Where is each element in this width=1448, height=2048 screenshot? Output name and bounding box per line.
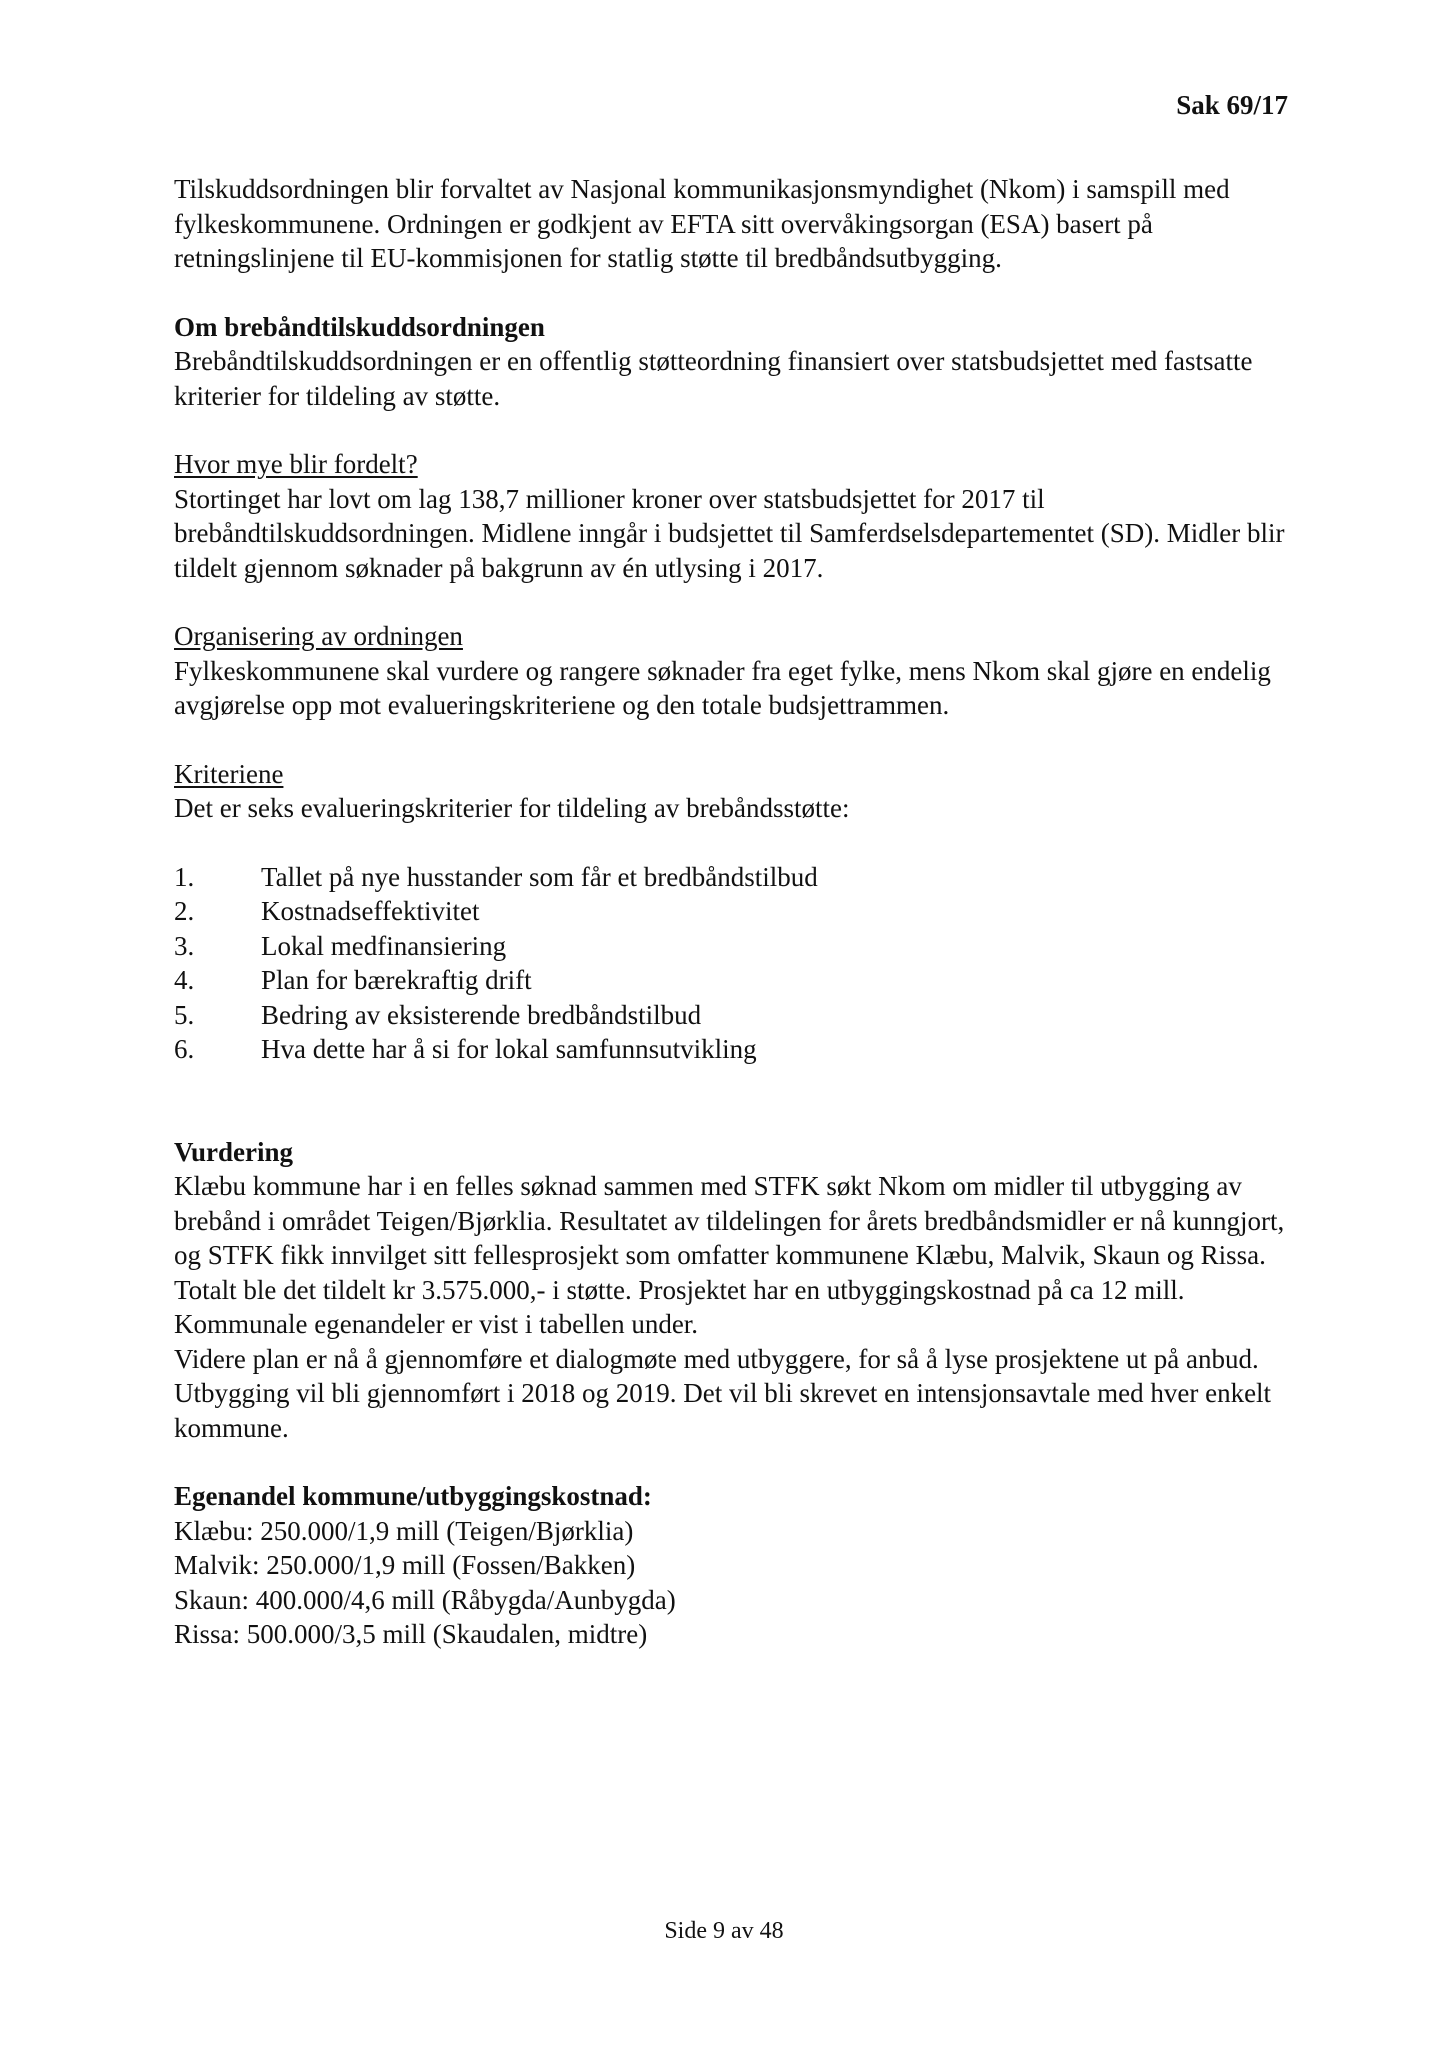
criteria-number: 1. [174, 861, 195, 892]
criteria-text: Tallet på nye husstander som får et bredbåndstilbud [261, 861, 818, 892]
criteria-text: Hva dette har å si for lokal samfunnsutvikling [261, 1034, 757, 1064]
contribution-list [174, 1514, 1294, 1652]
criteria-number: 3. [174, 930, 195, 961]
criteria-item [174, 929, 1294, 964]
assessment-paragraph: Utbygging vil bli gjennomført i 2018 og 2019. Det vil bli skrevet en intensjonsavtale med hver enkelt kommune. [174, 1378, 1272, 1443]
criteria-heading: Kriteriene [174, 758, 284, 789]
contribution-item: Malvik: 250.000/1,9 mill (Fossen/Bakken) [174, 1550, 636, 1580]
criteria-number: 2. [174, 896, 195, 926]
criteria-number: 4. [174, 965, 195, 995]
page-footer: Side 9 av 48 [664, 1918, 784, 1944]
contribution-item: Rissa: 500.000/3,5 mill (Skaudalen, midtre) [174, 1619, 648, 1649]
criteria-item [174, 998, 1294, 1033]
about-paragraph: Brebåndtilskuddsordningen er en offentlig støtteordning finansiert over statsbudsjettet med fastsatte kriterier for tildeling av støtte. [174, 346, 1253, 411]
organization-section [174, 619, 1294, 723]
about-heading: Om brebåndtilskuddsordningen [174, 311, 545, 342]
criteria-item [174, 894, 1294, 929]
criteria-text: Kostnadseffektivitet [261, 896, 480, 926]
about-section [174, 310, 1294, 414]
distribution-paragraph: Stortinget har lovt om lag 138,7 millioner kroner over statsbudsjettet for 2017 til brebåndtilskuddsordningen. Midlene inngår i budsjettet til Samferdselsdepartementet (SD). Midler blir tildelt gjennom søknader på bakgrunn av én utlysing i 2017. [174, 483, 1285, 583]
contribution-section [174, 1479, 1294, 1652]
organization-paragraph: Fylkeskommunene skal vurdere og rangere søknader fra eget fylke, mens Nkom skal gjøre en endelig avgjørelse opp mot evalueringskriteriene og den totale budsjettrammen. [174, 655, 1271, 720]
contribution-item: Skaun: 400.000/4,6 mill (Råbygda/Aunbygda) [174, 1584, 676, 1615]
case-number: Sak 69/17 [1176, 90, 1288, 120]
criteria-item [174, 963, 1294, 998]
intro-paragraph: Tilskuddsordningen blir forvaltet av Nasjonal kommunikasjonsmyndighet (Nkom) i samspill med fylkeskommunene. Ordningen er godkjent av EFTA sitt overvåkingsorgan (ESA) basert på retningslinjene til EU-kommisjonen for statlig støtte til bredbåndsutbygging. [174, 174, 1230, 273]
criteria-item [174, 860, 1294, 895]
assessment-section [174, 1135, 1294, 1446]
criteria-text: Bedring av eksisterende bredbåndstilbud [261, 999, 702, 1030]
criteria-list [174, 860, 1294, 1067]
criteria-intro: Det er seks evalueringskriterier for tildeling av brebåndsstøtte: [174, 793, 850, 823]
assessment-paragraph: Totalt ble det tildelt kr 3.575.000,- i støtte. Prosjektet har en utbyggingskostnad på ca 12 mill. Kommunale egenandeler er vist i tabellen under. [174, 1274, 1185, 1339]
assessment-paragraph: Videre plan er nå å gjennomføre et dialogmøte med utbyggere, for så å lyse prosjektene ut på anbud. [174, 1343, 1259, 1374]
distribution-heading: Hvor mye blir fordelt? [174, 449, 418, 479]
criteria-text: Lokal medfinansiering [261, 930, 507, 961]
assessment-heading: Vurdering [174, 1136, 294, 1167]
criteria-text: Plan for bærekraftig drift [261, 965, 532, 995]
criteria-number: 5. [174, 999, 195, 1030]
contribution-heading: Egenandel kommune/utbyggingskostnad: [174, 1481, 652, 1511]
document-body [174, 172, 1294, 1652]
criteria-number: 6. [174, 1034, 195, 1064]
distribution-section [174, 447, 1294, 585]
organization-heading: Organisering av ordningen [174, 621, 463, 651]
contribution-item: Klæbu: 250.000/1,9 mill (Teigen/Bjørklia) [174, 1515, 634, 1546]
criteria-item [174, 1032, 1294, 1067]
assessment-paragraph: Klæbu kommune har i en felles søknad sammen med STFK søkt Nkom om midler til utbygging av brebånd i området Teigen/Bjørklia. Resultatet av tildelingen for årets bredbåndsmidler er nå kunngjort, og STFK fikk innvilget sitt fellesprosjekt som omfatter kommunene Klæbu, Malvik, Skaun og Rissa. [174, 1171, 1285, 1270]
criteria-section [174, 757, 1294, 1067]
